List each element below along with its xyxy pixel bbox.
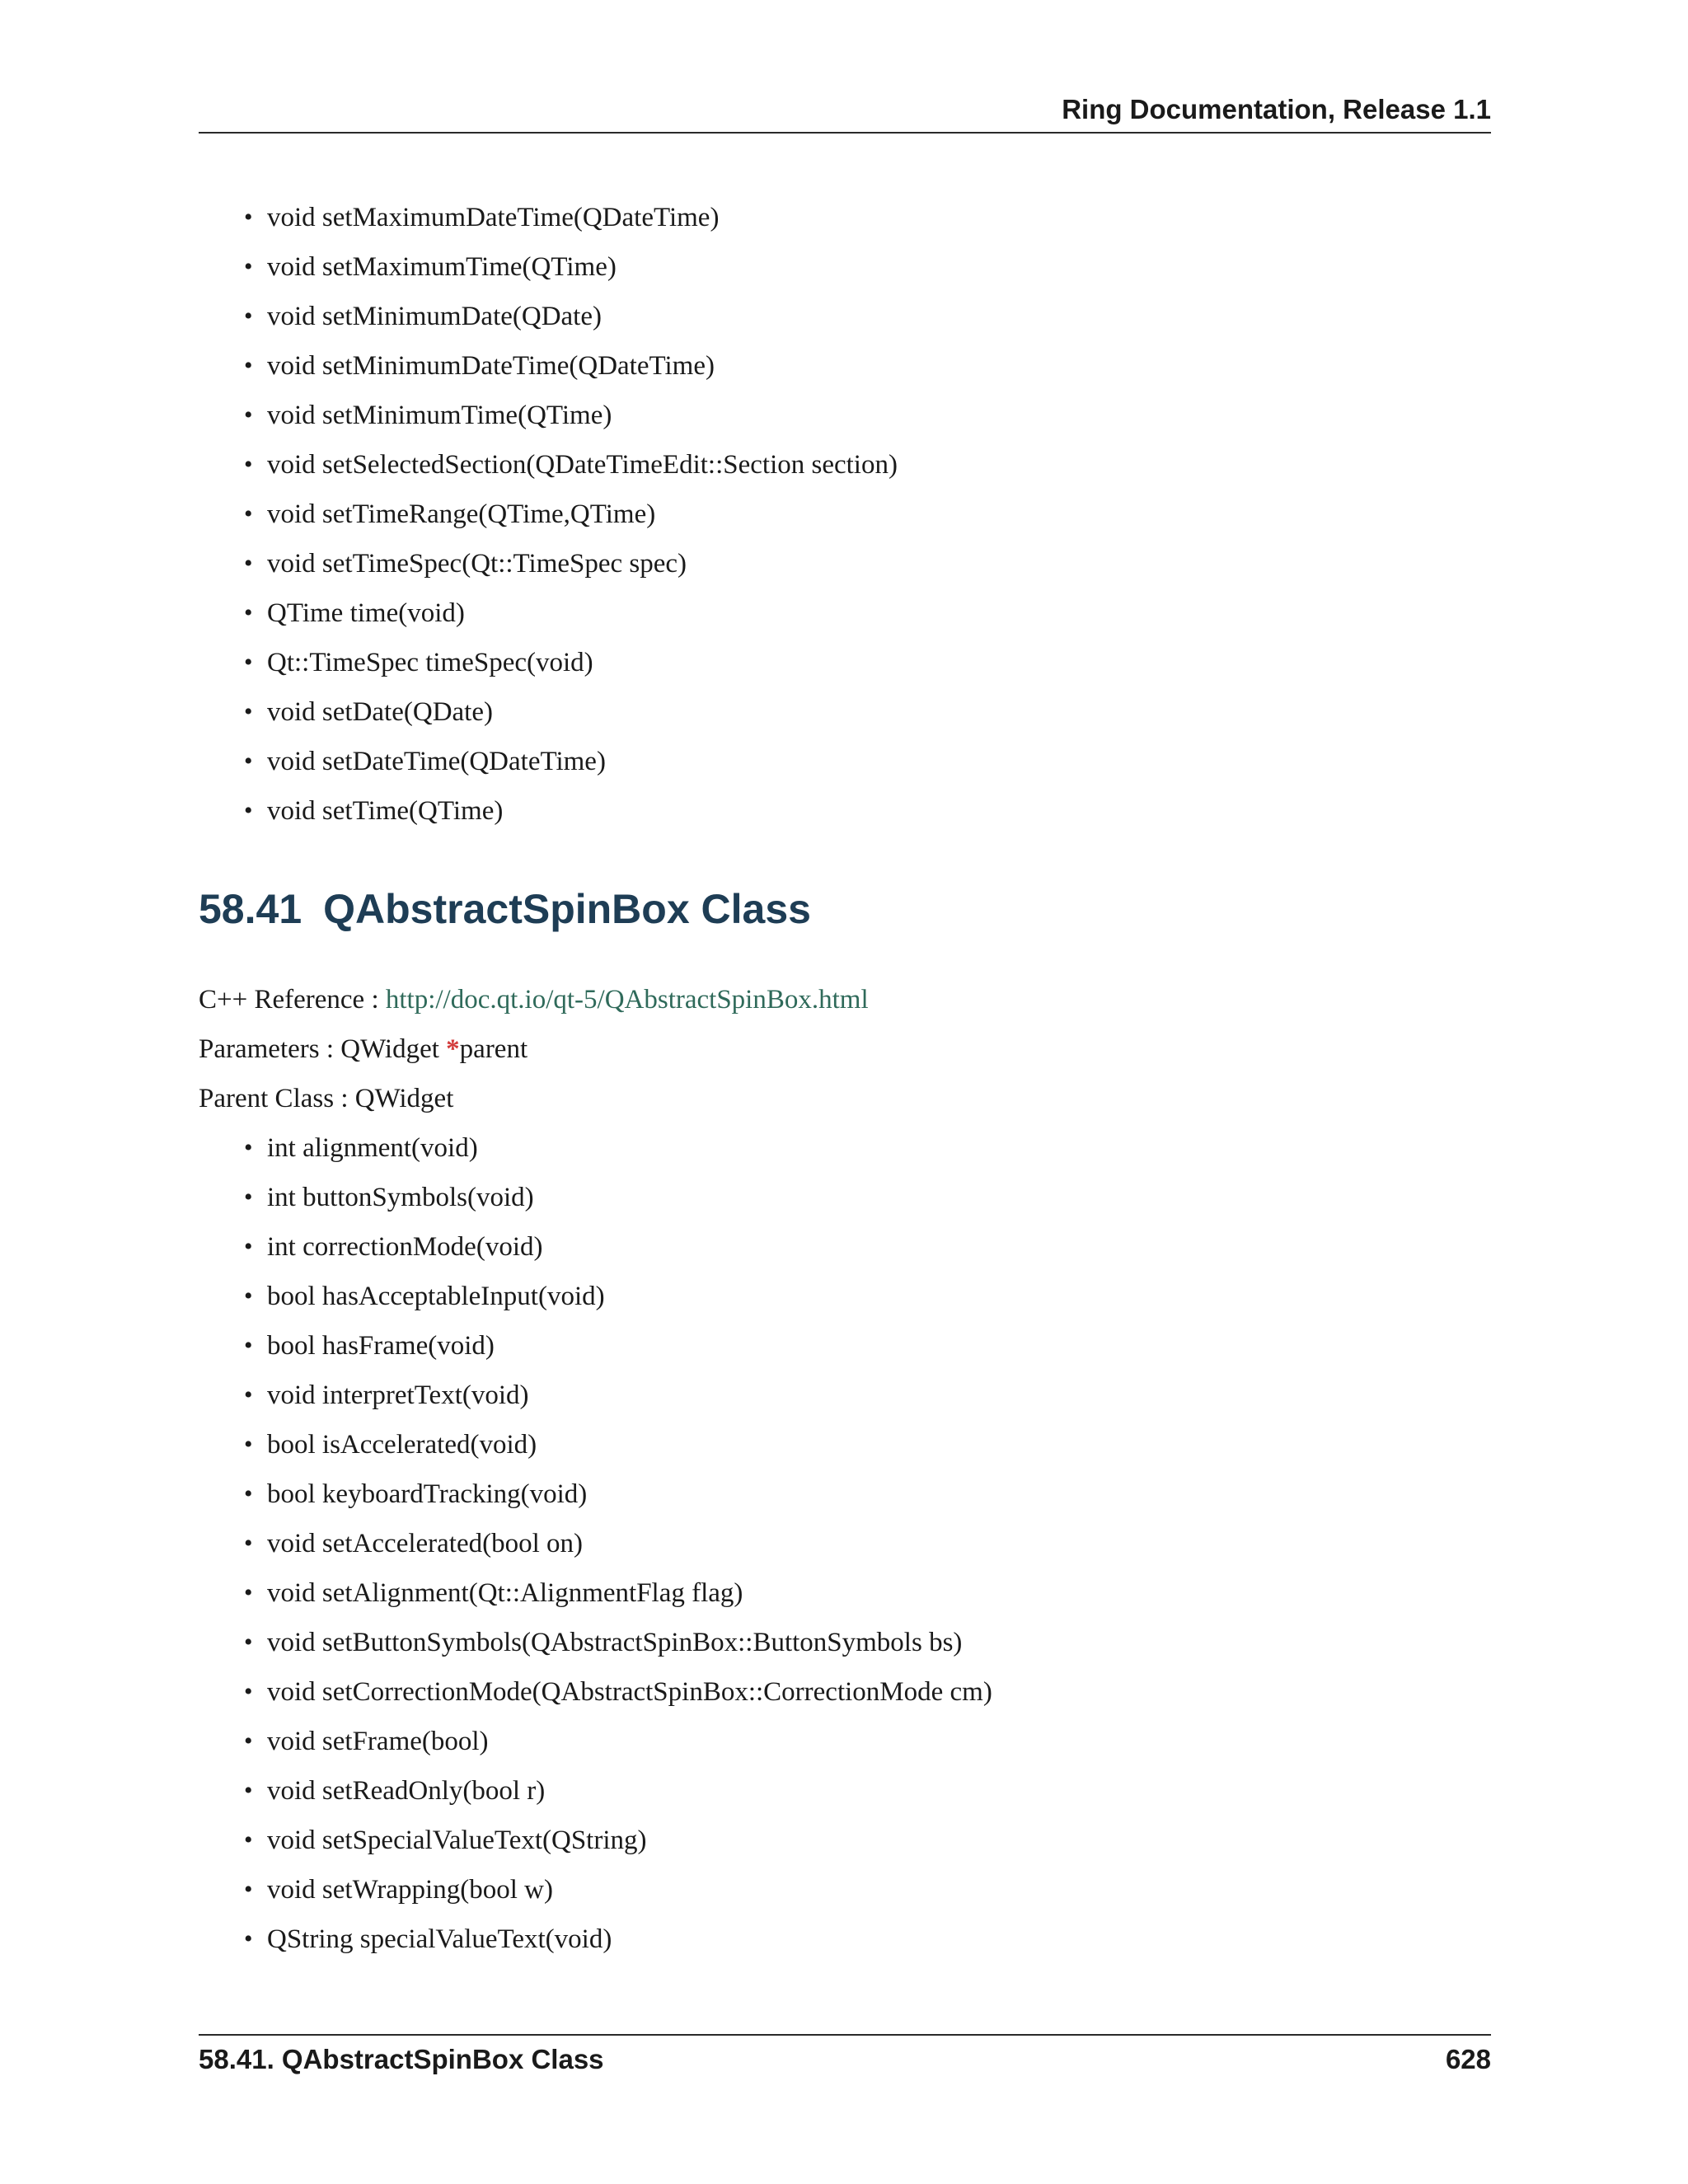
list-item <box>244 391 898 440</box>
method-signature: void setDate(QDate) <box>267 697 493 727</box>
method-list-previous-class <box>244 193 898 836</box>
method-signature: void setDateTime(QDateTime) <box>267 747 606 776</box>
list-item <box>244 1568 992 1618</box>
bullet-icon: • <box>244 1925 253 1952</box>
method-signature: void setSelectedSection(QDateTimeEdit::Section section) <box>267 450 898 480</box>
list-item <box>244 1420 992 1469</box>
method-signature: void setMinimumDateTime(QDateTime) <box>267 351 715 381</box>
bullet-icon: • <box>244 748 253 775</box>
bullet-icon: • <box>244 1431 253 1458</box>
parameters-line <box>199 1024 528 1074</box>
method-list-qabstractspinbox <box>244 1123 992 1964</box>
method-signature: Qt::TimeSpec timeSpec(void) <box>267 648 593 677</box>
method-signature: void setMaximumDateTime(QDateTime) <box>267 203 720 232</box>
bullet-icon: • <box>244 1629 253 1656</box>
list-item <box>244 1667 992 1717</box>
method-signature: void setSpecialValueText(QString) <box>267 1825 647 1855</box>
bullet-icon: • <box>244 1678 253 1705</box>
bullet-icon: • <box>244 1332 253 1359</box>
list-item <box>244 490 898 539</box>
method-signature: int correctionMode(void) <box>267 1232 543 1262</box>
list-item <box>244 1519 992 1568</box>
method-signature: void setMaximumTime(QTime) <box>267 252 617 282</box>
bullet-icon: • <box>244 599 253 626</box>
list-item <box>244 1915 992 1964</box>
list-item <box>244 1469 992 1519</box>
method-signature: void setMinimumTime(QTime) <box>267 401 612 430</box>
bullet-icon: • <box>244 1826 253 1854</box>
list-item <box>244 1321 992 1371</box>
footer-section: 58.41. QAbstractSpinBox Class <box>199 2044 604 2074</box>
bullet-icon: • <box>244 1727 253 1755</box>
list-item <box>244 1766 992 1816</box>
method-signature: int buttonSymbols(void) <box>267 1183 534 1212</box>
method-signature: void setAlignment(Qt::AlignmentFlag flag) <box>267 1578 743 1608</box>
list-item <box>244 1173 992 1222</box>
parameters-value: parent <box>459 1034 528 1064</box>
method-signature: void setFrame(bool) <box>267 1727 489 1756</box>
method-signature: bool keyboardTracking(void) <box>267 1479 588 1509</box>
bullet-icon: • <box>244 1282 253 1310</box>
bullet-icon: • <box>244 302 253 330</box>
parent-class-line: Parent Class : QWidget <box>199 1084 454 1113</box>
list-item <box>244 1272 992 1321</box>
method-signature: void setTimeSpec(Qt::TimeSpec spec) <box>267 549 687 579</box>
list-item <box>244 687 898 737</box>
list-item <box>244 737 898 786</box>
bullet-icon: • <box>244 253 253 280</box>
pointer-asterisk: * <box>446 1034 460 1064</box>
list-item <box>244 1371 992 1420</box>
method-signature: void setTime(QTime) <box>267 796 504 826</box>
bullet-icon: • <box>244 204 253 231</box>
bullet-icon: • <box>244 1530 253 1557</box>
reference-link[interactable]: http://doc.qt.io/qt-5/QAbstractSpinBox.html <box>385 985 869 1015</box>
list-item <box>244 1816 992 1865</box>
list-item <box>244 193 898 242</box>
list-item <box>244 539 898 588</box>
section-heading <box>199 885 811 933</box>
list-item <box>244 341 898 391</box>
list-item <box>244 588 898 638</box>
method-signature: bool hasFrame(void) <box>267 1331 495 1361</box>
method-signature: void setTimeRange(QTime,QTime) <box>267 499 656 529</box>
method-signature: void setMinimumDate(QDate) <box>267 302 602 331</box>
list-item <box>244 1717 992 1766</box>
page-number: 628 <box>1445 2044 1491 2074</box>
bullet-icon: • <box>244 401 253 429</box>
method-signature: bool isAccelerated(void) <box>267 1430 537 1460</box>
bullet-icon: • <box>244 1233 253 1260</box>
list-item <box>244 440 898 490</box>
method-signature: void setReadOnly(bool r) <box>267 1776 546 1806</box>
bullet-icon: • <box>244 451 253 478</box>
bullet-icon: • <box>244 1480 253 1507</box>
bullet-icon: • <box>244 550 253 577</box>
list-item <box>244 1618 992 1667</box>
list-item <box>244 1123 992 1173</box>
method-signature: void setButtonSymbols(QAbstractSpinBox::ButtonSymbols bs) <box>267 1628 963 1657</box>
bullet-icon: • <box>244 1134 253 1161</box>
method-signature: QTime time(void) <box>267 598 465 628</box>
section-number: 58.41 <box>199 886 302 932</box>
bullet-icon: • <box>244 1381 253 1408</box>
reference-label: C++ Reference : <box>199 985 386 1015</box>
bullet-icon: • <box>244 1777 253 1804</box>
method-signature: void interpretText(void) <box>267 1380 529 1410</box>
method-signature: void setCorrectionMode(QAbstractSpinBox::CorrectionMode cm) <box>267 1677 992 1707</box>
bullet-icon: • <box>244 1876 253 1903</box>
bullet-icon: • <box>244 698 253 725</box>
section-title: QAbstractSpinBox Class <box>323 886 811 932</box>
method-signature: QString specialValueText(void) <box>267 1924 612 1954</box>
page-footer <box>199 2034 1491 2085</box>
method-signature: bool hasAcceptableInput(void) <box>267 1282 605 1311</box>
bullet-icon: • <box>244 797 253 824</box>
list-item <box>244 786 898 836</box>
list-item <box>244 242 898 292</box>
method-signature: void setAccelerated(bool on) <box>267 1529 584 1558</box>
bullet-icon: • <box>244 352 253 379</box>
method-signature: int alignment(void) <box>267 1133 478 1163</box>
list-item <box>244 1222 992 1272</box>
bullet-icon: • <box>244 1183 253 1211</box>
list-item <box>244 1865 992 1915</box>
bullet-icon: • <box>244 649 253 676</box>
bullet-icon: • <box>244 500 253 527</box>
list-item <box>244 292 898 341</box>
document-title: Ring Documentation, Release 1.1 <box>1062 94 1491 124</box>
page-header <box>199 92 1491 134</box>
list-item <box>244 638 898 687</box>
parameters-label: Parameters : QWidget <box>199 1034 447 1064</box>
cpp-reference-line <box>199 975 869 1024</box>
bullet-icon: • <box>244 1579 253 1606</box>
method-signature: void setWrapping(bool w) <box>267 1875 553 1905</box>
